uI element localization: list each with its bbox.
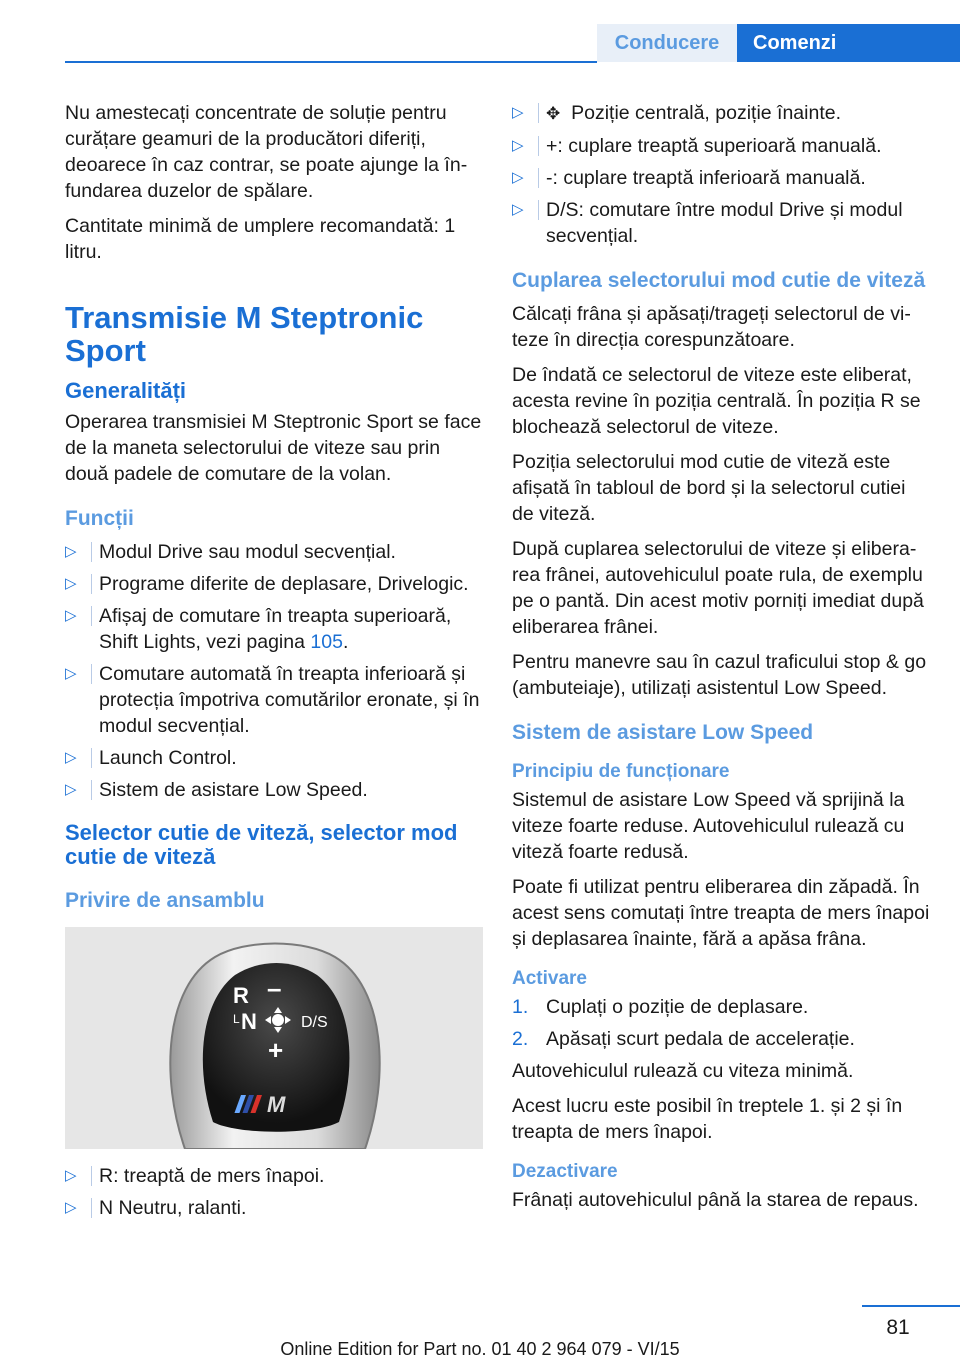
list-item: ▷ Programe diferite de deplasare, Drivelogic.	[65, 573, 469, 595]
list-item: ▷ Sistem de asistare Low Speed.	[65, 779, 368, 801]
list-item: ▷ +: cuplare treaptă superioară manuală.	[512, 135, 882, 157]
svg-text:M: M	[267, 1092, 286, 1117]
list-item: ▷ R: treaptă de mers înapoi.	[65, 1165, 325, 1187]
paragraph: Frânați autovehiculul până la starea de repaus.	[512, 1189, 919, 1211]
positions-list	[512, 100, 930, 249]
knob-l: L	[233, 1012, 240, 1026]
right-column	[512, 100, 930, 1222]
activare-list	[512, 994, 930, 1052]
heading-dezactivare: Dezactivare	[512, 1161, 618, 1182]
left-column	[65, 100, 483, 1227]
triangle-bullet-icon: ▷	[65, 1199, 77, 1216]
heading-selector: Selector cutie de viteză, selector mod cutie de viteză	[65, 820, 458, 869]
list-item: ▷ N Neutru, ralanti.	[65, 1197, 247, 1219]
list-item: ▷ Launch Control.	[65, 747, 237, 769]
triangle-bullet-icon: ▷	[512, 201, 524, 218]
paragraph: După cuplarea selectorului de viteze și eliberarea frânei, autovehiculul poate rula, de exemplu pe o pantă. Din acest motiv porniți imediat după eliberarea frânei.	[512, 538, 924, 638]
tab-conducere[interactable]: Conducere	[597, 24, 737, 62]
edition-footer: Online Edition for Part no. 01 40 2 964 079 - VI/15	[280, 1339, 680, 1359]
list-item: ▷ Modul Drive sau modul secvențial.	[65, 541, 396, 563]
page-header	[0, 0, 960, 62]
center-position-icon: ✥	[546, 104, 561, 123]
paragraph: Nu amestecați concentrate de soluție pentru curățare geamuri de la producători diferiți, deoarece în caz contrar, se poate ajunge la înfundarea duzelor de spălare.	[65, 102, 468, 202]
page-link[interactable]: 105	[310, 631, 343, 653]
list-item: 1. Cuplați o poziție de deplasare.	[512, 996, 809, 1018]
triangle-bullet-icon: ▷	[65, 543, 77, 560]
list-item: ▷ D/S: comutare între modul Drive și modul secvențial.	[512, 199, 903, 247]
paragraph: Autovehiculul rulează cu viteza minimă.	[512, 1060, 854, 1082]
paragraph: Sistemul de asistare Low Speed vă sprijină la viteze foarte reduse. Autovehiculul rulează cu viteză foarte redusă.	[512, 789, 905, 863]
knob-minus: –	[267, 973, 282, 1003]
legend-list	[65, 1163, 483, 1221]
triangle-bullet-icon: ▷	[65, 781, 77, 798]
paragraph: Pentru manevre sau în cazul traficului stop & go (ambuteiaje), utilizați asistentul Low Speed.	[512, 651, 927, 699]
paragraph: De îndată ce selectorul de viteze este eliberat, acesta revine în poziția centrală. În poziția R se blochează selectorul de viteze.	[512, 364, 921, 438]
triangle-bullet-icon: ▷	[65, 749, 77, 766]
heading-sistem: Sistem de asistare Low Speed	[512, 721, 814, 744]
list-item: ▷ ✥ Poziție centrală, poziție înainte.	[512, 102, 841, 124]
header-rule	[65, 61, 597, 63]
triangle-bullet-icon: ▷	[65, 575, 77, 592]
heading-principiu: Principiu de funcționare	[512, 761, 730, 782]
list-item: 2. Apăsați scurt pedala de accelerație.	[512, 1028, 855, 1050]
heading-privire: Privire de ansamblu	[65, 889, 265, 912]
paragraph: Călcați frâna și apăsați/trageți selectorul de viteze în direcția corespunzătoare.	[512, 303, 911, 351]
triangle-bullet-icon: ▷	[65, 1167, 77, 1184]
paragraph: Operarea transmisiei M Steptronic Sport se face de la maneta selectorului de viteze sau prin două padele de comutare de la volan.	[65, 411, 482, 485]
list-item: ▷ Comutare automată în treapta inferioară și protecția împotriva comutărilor eronate, și în modul secvențial.	[65, 663, 480, 737]
paragraph: Cantitate minimă de umplere recomandată: 1 litru.	[65, 215, 456, 263]
tab-comenzi[interactable]: Comenzi	[737, 24, 960, 62]
page-number: 81	[886, 1316, 910, 1339]
gear-selector-image	[65, 927, 483, 1149]
section-title: Transmisie M Steptronic Sport	[65, 300, 424, 368]
functii-list	[65, 539, 483, 803]
footer-rule	[862, 1305, 960, 1307]
heading-activare: Activare	[512, 968, 587, 989]
triangle-bullet-icon: ▷	[512, 104, 524, 121]
list-item: ▷ -: cuplare treaptă inferioară manuală.	[512, 167, 866, 189]
triangle-bullet-icon: ▷	[65, 665, 77, 682]
list-item: ▷ Afișaj de comutare în treapta superioară, Shift Lights, vezi pagina 105.	[65, 605, 452, 653]
paragraph: Acest lucru este posibil în treptele 1. și 2 și în treapta de mers înapoi.	[512, 1095, 903, 1143]
knob-r: R	[233, 983, 249, 1008]
heading-generalitati: Generalități	[65, 378, 187, 403]
knob-plus: +	[268, 1035, 284, 1065]
triangle-bullet-icon: ▷	[512, 137, 524, 154]
heading-functii: Funcții	[65, 507, 134, 530]
triangle-bullet-icon: ▷	[65, 607, 77, 624]
paragraph: Poziția selectorului mod cutie de viteză este afișată în tabloul de bord și la selectorul cutiei de viteză.	[512, 451, 906, 525]
paragraph: Poate fi utilizat pentru eliberarea din zăpadă. În acest sens comutați între treapta de mers înapoi și deplasarea înainte, fără a apăsa frâna.	[512, 876, 930, 950]
heading-cuplare: Cuplarea selectorului mod cutie de viteză	[512, 269, 926, 292]
knob-ds: D/S	[301, 1014, 328, 1031]
triangle-bullet-icon: ▷	[512, 169, 524, 186]
knob-n: N	[241, 1009, 257, 1034]
